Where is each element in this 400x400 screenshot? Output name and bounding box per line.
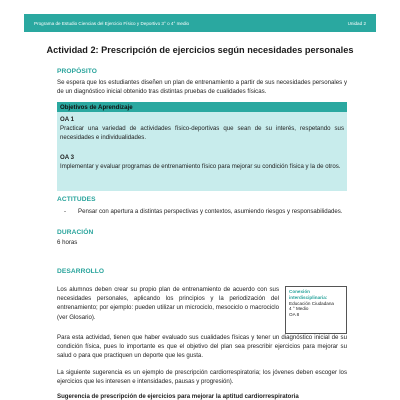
actitudes-heading: ACTITUDES (57, 196, 96, 203)
page-title: Actividad 2: Prescripción de ejercicios según necesidades personales (46, 45, 354, 55)
oa1-code: OA 1 (60, 116, 74, 123)
connection-title-2: interdisciplinaria: (289, 294, 328, 300)
program-name: Programa de Estudio Ciencias del Ejercicio Físico y Deportivo 3° o 4° medio (34, 20, 190, 26)
oa1-text: Practicar una variedad de actividades físico-deportivas que sean de su interés, respetando sus necesidades e individualidades. (60, 125, 344, 142)
desarrollo-heading: DESARROLLO (57, 268, 105, 275)
connection-subject: Educación Ciudadana (289, 300, 334, 306)
duracion-value: 6 horas (57, 239, 78, 246)
unit-label: Unidad 2 (347, 20, 366, 26)
oa3-code: OA 3 (60, 153, 74, 161)
actitudes-item (64, 207, 347, 216)
interdisciplinary-connection-box (285, 286, 347, 334)
duracion-heading: DURACIÓN (57, 229, 94, 236)
desarrollo-p4: Sugerencia de prescripción de ejercicios para mejorar la aptitud cardiorrespiratoria (57, 393, 299, 400)
connection-title-1: Conexión (289, 289, 310, 294)
oa3-text: Implementar y evaluar programas de entrenamiento físico para mejorar su condición física y la de otros. (60, 162, 341, 170)
objectives-heading: Objetivos de Aprendizaje (57, 102, 347, 112)
objectives-box (57, 102, 347, 191)
actitudes-text: Pensar con apertura a distintas perspectivas y contextos, asumiendo riesgos y responsabilidades. (78, 208, 343, 215)
connection-oa: OA 8 (289, 312, 300, 318)
proposito-heading: PROPÓSITO (57, 68, 97, 75)
bullet-dash: - (64, 208, 67, 215)
desarrollo-p3: La siguiente sugerencia es un ejemplo de prescripción cardiorrespiratoria; los jóvenes deben escoger los ejercicios que les interesen e intensidades, pausas y progresión). (57, 369, 347, 386)
desarrollo-p1: Los alumnos deben crear su propio plan de entrenamiento de acuerdo con sus necesidades personales, aplicando los principios y la periodización del entrenamiento; por ejemplo: pueden utilizar un microciclo, mesociclo o macrociclo (ver Glosario). (57, 286, 279, 321)
connection-grade: 4 ° Medio (289, 306, 309, 312)
proposito-text: Se espera que los estudiantes diseñen un plan de entrenamiento a partir de sus necesidades personales y de un diagnóstico inicial obtenido tras distintas pruebas de cualidades físicas. (57, 79, 347, 96)
header-bar (24, 14, 376, 32)
desarrollo-p2: Para esta actividad, tienen que haber evaluado sus cualidades físicas y tener un diagnóstico inicial de su condición física, pues lo importante es que el objetivo del plan sea prescribir ejercicios para mejorar su salud o para que practiquen un deporte que les gusta. (57, 334, 347, 360)
